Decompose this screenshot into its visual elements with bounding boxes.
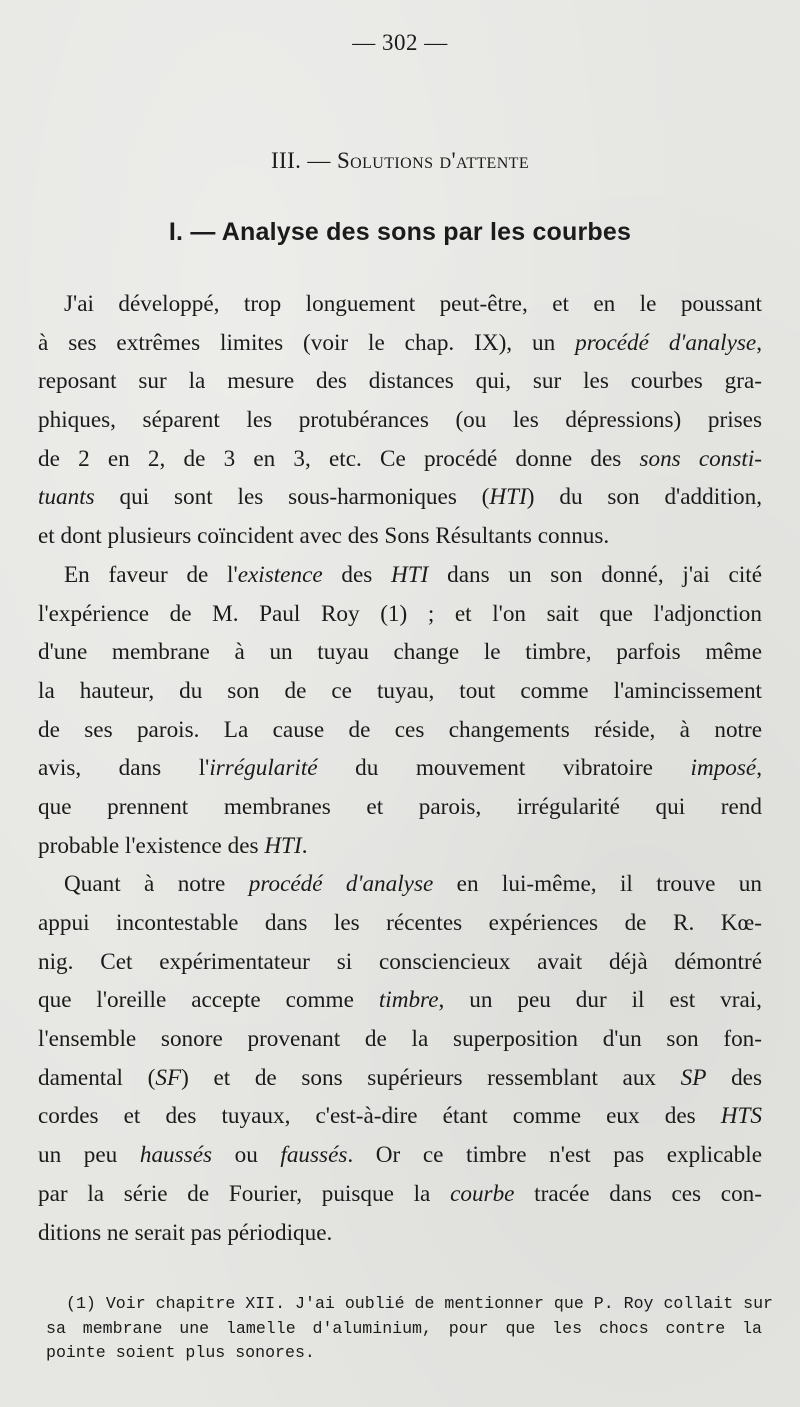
text-run: phiques, séparent les protubérances (ou les dépressions) prises [38, 407, 762, 434]
text-line [38, 788, 762, 827]
italic-run: haussés [139, 1142, 213, 1169]
footnote [46, 1292, 774, 1366]
text-run: l'ensemble sonore provenant de la superposition d'un son fon- [38, 1026, 762, 1053]
text-run: en lui-même, il trouve un [433, 871, 762, 898]
text-line [38, 324, 762, 363]
text-run: ) et de sons supérieurs ressemblant aux [181, 1064, 681, 1091]
section-title [0, 148, 800, 174]
italic-run: HTI [489, 484, 527, 511]
italic-run: imposé [690, 755, 757, 782]
text-line [38, 711, 762, 750]
text-run: et dont plusieurs coïncident avec des Sons Résultants connus. [38, 523, 610, 550]
subsection-title: I. — Analyse des sons par les courbes [168, 218, 632, 246]
text-run: la hauteur, du son de ce tuyau, tout comme l'amincissement [38, 677, 762, 704]
text-run: que l'oreille accepte comme [38, 987, 379, 1014]
text-line [38, 1020, 762, 1059]
italic-run: courbe [450, 1180, 515, 1207]
text-run: tracée dans ces con- [514, 1180, 762, 1207]
text-line [38, 401, 762, 440]
text-run: ou [212, 1142, 281, 1169]
section-title-text: Solutions d'attente [336, 148, 530, 173]
text-run: Quant à notre [64, 871, 249, 898]
text-run: ditions ne serait pas périodique. [38, 1219, 333, 1246]
text-run: avis, dans l' [38, 755, 210, 782]
text-run: ) du son d'addition, [526, 484, 763, 511]
page-number: — 302 — [352, 30, 448, 55]
italic-run: existence [237, 561, 323, 588]
text-line [38, 517, 762, 556]
italic-run: HTI [264, 832, 302, 859]
text-line [38, 1136, 762, 1175]
text-line [38, 285, 762, 324]
text-run: . [301, 832, 308, 859]
text-run: . Or ce timbre n'est pas explicable [347, 1142, 763, 1169]
text-run: d'une membrane à un tuyau change le timbre, parfois même [38, 639, 762, 666]
text-line [38, 556, 762, 595]
italic-run: HTS [720, 1103, 762, 1130]
text-line [38, 943, 762, 982]
text-run: damental ( [38, 1064, 156, 1091]
text-line [38, 827, 762, 866]
text-line [38, 595, 762, 634]
text-line [38, 672, 762, 711]
text-run: cordes et des tuyaux, c'est-à-dire étant comme eux des [38, 1103, 721, 1130]
text-run: probable l'existence des [38, 832, 265, 859]
text-run: appui incontestable dans les récentes expériences de R. Kœ- [38, 910, 762, 936]
text-line [38, 478, 762, 517]
italic-run: procédé d'analyse [575, 329, 757, 356]
text-run: qui sont les sous-harmoniques ( [94, 484, 490, 511]
text-run: à ses extrêmes limites (voir le chap. IX), un [38, 329, 576, 356]
text-run: des [706, 1064, 762, 1091]
text-line [38, 1097, 762, 1136]
body-text [38, 285, 762, 1252]
text-line [38, 633, 762, 672]
paragraph [38, 285, 762, 556]
italic-run: SF [155, 1064, 182, 1091]
text-run: J'ai développé, trop longuement peut-être, et en le poussant [64, 291, 762, 317]
text-line [38, 1059, 762, 1098]
text-line [38, 362, 762, 401]
italic-run: SP [680, 1064, 707, 1091]
italic-run: irrégularité [209, 755, 318, 782]
text-run: un peu [38, 1142, 140, 1169]
text-line [38, 440, 762, 479]
text-line [38, 904, 762, 943]
italic-run: HTI [391, 561, 429, 588]
italic-run: procédé d'analyse [248, 871, 434, 898]
footnote-line: pointe soient plus sonores. [46, 1343, 315, 1362]
text-run: nig. Cet expérimentateur si consciencieux avait déjà démontré [38, 948, 762, 975]
text-run: de 2 en 2, de 3 en 3, etc. Ce procédé donne des [38, 445, 640, 472]
text-run: En faveur de l' [64, 561, 238, 588]
section-roman: III. — [270, 148, 337, 173]
italic-run: timbre [378, 987, 439, 1014]
text-run: dans un son donné, j'ai cité [428, 561, 762, 588]
footnote-line: (1) Voir chapitre XII. J'ai oublié de mentionner que P. Roy collait sur [66, 1294, 774, 1313]
italic-run: faussés [280, 1142, 348, 1169]
text-line [38, 1214, 762, 1253]
text-run: , [756, 329, 762, 356]
text-run: que prennent membranes et parois, irrégularité qui rend [38, 793, 762, 820]
text-run: l'expérience de M. Paul Roy (1) ; et l'on sait que l'adjonction [38, 600, 762, 627]
text-line [38, 749, 762, 788]
text-run: reposant sur la mesure des distances qui, sur les courbes gra- [38, 368, 762, 395]
paragraph [38, 556, 762, 866]
italic-run: sons consti- [639, 445, 762, 472]
footnote-line: sa membrane une lamelle d'aluminium, pour que les chocs contre la [46, 1318, 762, 1338]
text-run: , un peu dur il est vrai, [438, 987, 762, 1014]
text-run: , [756, 755, 762, 782]
text-run: des [322, 561, 392, 588]
text-line [38, 865, 762, 904]
paragraph [38, 865, 762, 1252]
italic-run: tuants [38, 484, 95, 511]
text-run: du mouvement vibratoire [317, 755, 691, 782]
text-run: par la série de Fourier, puisque la [38, 1180, 451, 1207]
text-line [38, 1175, 762, 1214]
text-run: de ses parois. La cause de ces changements réside, à notre [38, 716, 762, 743]
text-line [38, 981, 762, 1020]
